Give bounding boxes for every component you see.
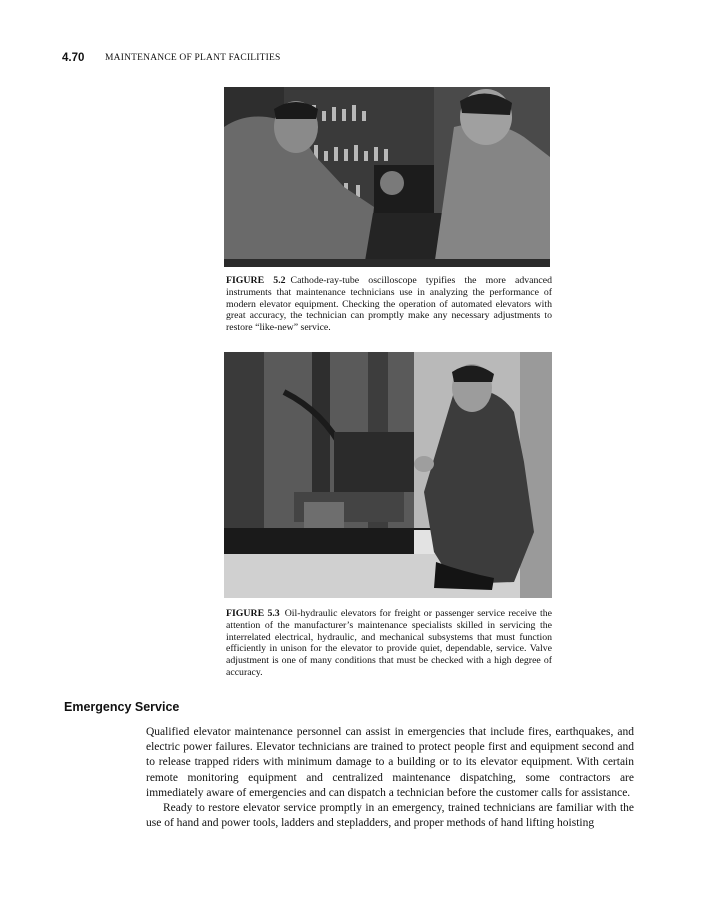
page-header [62, 52, 658, 66]
figure-5-3-photo [224, 352, 552, 598]
section-heading: Emergency Service [64, 700, 180, 714]
page-number: 4.70 [62, 52, 85, 64]
figure-label: FIGURE 5.3 [226, 608, 280, 619]
paragraph: Qualified elevator maintenance personnel can assist in emergencies that include fires, earthquakes, and electric power failures. Elevator technicians are trained to protect people first and equipment second and to release trapped riders with minimum damage to a building or to its elevator equipment. With certain remote monitoring equipment and centralized maintenance dispatching, some contractors are immediately aware of emergencies and can dispatch a technician before the customer calls for assistance. [146, 726, 634, 799]
caption-text: Oil-hydraulic elevators for freight or passenger service receive the attention of the manufacturer’s maintenance specialists skilled in servicing the interrelated electrical, hydraulic, and mechanical subsystems that must function efficiently in unison for the elevator to provide quiet, dependable, service. Valve adjustment is one of many conditions that must be checked with a high degree of accuracy. [226, 608, 552, 678]
figure-label: FIGURE 5.2 [226, 275, 286, 286]
figure-5-2-photo [224, 87, 550, 267]
figure-5-3-caption [226, 608, 552, 679]
caption-text: Cathode-ray-tube oscilloscope typifies the more advanced instruments that maintenance technicians use in analyzing the performance of modern elevator equipment. Checking the operation of automated elevators with great accuracy, the technician can promptly make any necessary adjustments to restore “like-new” service. [226, 275, 552, 334]
paragraph: Ready to restore elevator service promptly in an emergency, trained technicians are familiar with the use of hand and power tools, ladders and stepladders, and proper methods of hand lifting hoisting [146, 802, 634, 830]
figure-5-2-caption [226, 275, 552, 334]
body-text [146, 725, 634, 831]
running-head: MAINTENANCE OF PLANT FACILITIES [105, 53, 281, 63]
